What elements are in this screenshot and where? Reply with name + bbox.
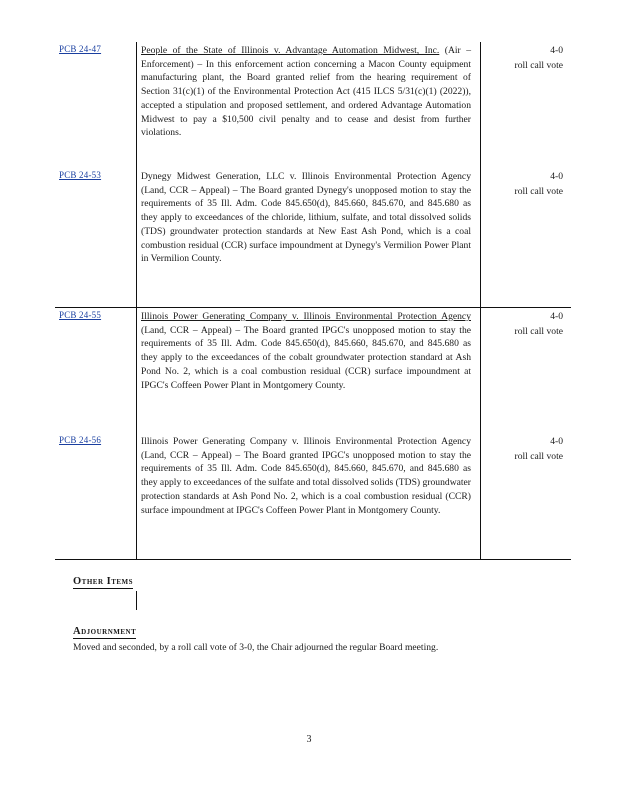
table-bottom-rule (55, 559, 571, 560)
vote-count: 4-0 (550, 311, 563, 322)
vote-type: roll call vote (514, 450, 563, 462)
vote-type: roll call vote (514, 59, 563, 71)
case-title: Dynegy Midwest Generation, LLC v. Illinois Environmental Protection Agency (141, 171, 471, 182)
case-vote (493, 310, 563, 339)
case-row (55, 170, 571, 302)
case-body: (Air – Enforcement) – In this enforcement action concerning a Macon County equipment manufacturing plant, the Board granted relief from the hearing requirement of Section 31(c)(1) of the Environmental Protection Act (415 ILCS 5/31(c)(1) (2022)), accepted a stipulation and proposed settlement, and ordered Advantage Automation Midwest to pay a $10,500 civil penalty and to cease and desist from further violations. (141, 45, 471, 139)
case-vote (493, 170, 563, 199)
vote-type: roll call vote (514, 325, 563, 337)
vote-count: 4-0 (550, 45, 563, 56)
adjournment-text: Moved and seconded, by a roll call vote of 3-0, the Chair adjourned the regular Board meeting. (73, 642, 439, 653)
case-title: Illinois Power Generating Company v. Illinois Environmental Protection Agency (141, 436, 471, 447)
case-description (141, 44, 471, 140)
vote-type: roll call vote (514, 185, 563, 197)
case-vote (493, 44, 563, 73)
case-row (55, 44, 571, 164)
page-number: 3 (306, 734, 312, 745)
case-body: (Land, CCR – Appeal) – The Board granted IPGC's unopposed motion to stay the requirements of 35 Ill. Adm. Code 845.650(d), 845.660, 845.670, and 845.680 as they apply to exceedances of the sulfate and total dissolved solids (TDS) groundwater protection standards at Ash Pond No. 2, which is a coal combustion residual (CCR) surface impoundment at IPGC's Coffeen Power Plant in Montgomery County. (141, 449, 471, 516)
vote-count: 4-0 (550, 171, 563, 182)
row-separator (55, 307, 571, 308)
other-items-divider (136, 591, 137, 610)
case-number-link[interactable]: PCB 24-55 (59, 310, 102, 320)
case-row (55, 435, 571, 555)
case-description (141, 170, 471, 266)
case-body: (Land, CCR – Appeal) – The Board granted Dynegy's unopposed motion to stay the requirements of 35 Ill. Adm. Code 845.650(d), 845.660, 845.670, and 845.680 as they apply to exceedances of the chloride, lithium, sulfate, and total dissolved solids (TDS) groundwater protection standards at New East Ash Pond, which is a coal combustion residual (CCR) surface impoundment at Dynegy's Vermilion Power Plant in Vermilion County. (141, 184, 471, 265)
case-number-link[interactable]: PCB 24-47 (59, 44, 102, 54)
case-row (55, 310, 571, 425)
case-number-link[interactable]: PCB 24-53 (59, 170, 102, 180)
case-vote (493, 435, 563, 464)
case-number-link[interactable]: PCB 24-56 (59, 435, 102, 445)
case-title: People of the State of Illinois v. Advantage Automation Midwest, Inc. (141, 45, 440, 56)
case-description (141, 435, 471, 517)
vote-count: 4-0 (550, 436, 563, 447)
adjournment-heading: Adjournment (73, 626, 137, 637)
case-title: Illinois Power Generating Company v. Illinois Environmental Protection Agency (141, 311, 471, 322)
other-items-heading: Other Items (73, 576, 134, 587)
case-description (141, 310, 471, 392)
case-body: (Land, CCR – Appeal) – The Board granted IPGC's unopposed motion to stay the requirements of 35 Ill. Adm. Code 845.650(d), 845.660, 845.670, and 845.680 as they apply to the exceedances of the cobalt groundwater protection standard at Ash Pond No. 2, which is a coal combustion residual (CCR) surface impoundment at IPGC's Coffeen Power Plant in Montgomery County. (141, 324, 471, 391)
